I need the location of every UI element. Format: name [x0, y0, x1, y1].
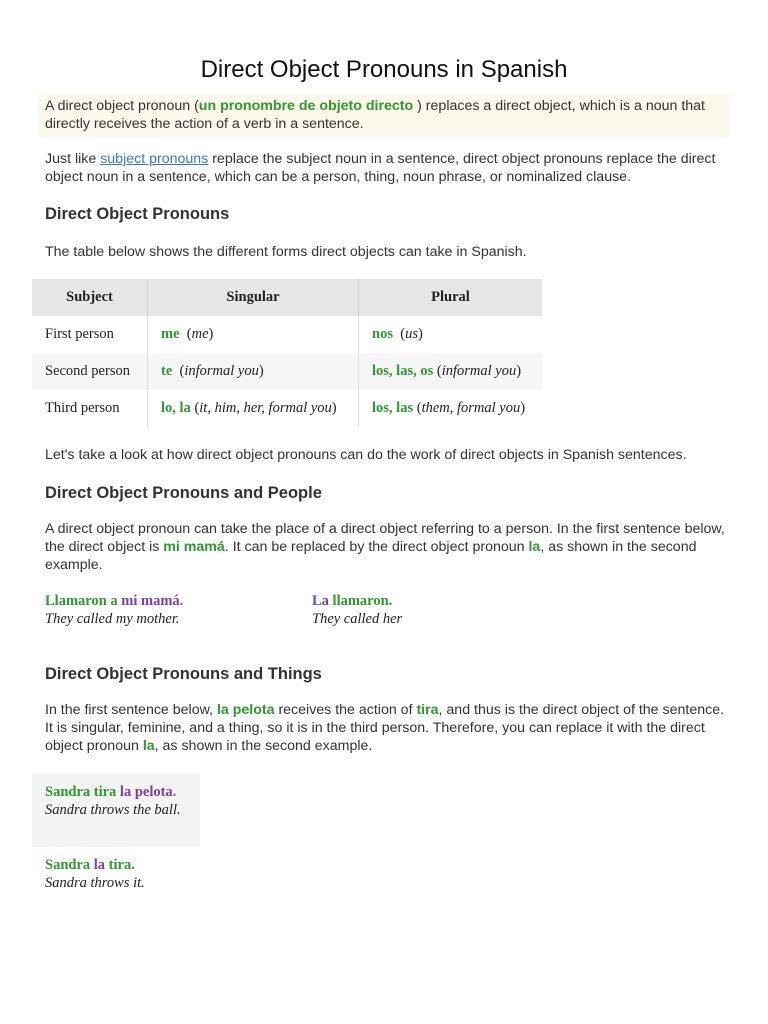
things-pronoun: la: [142, 738, 155, 754]
pronoun-plural: los, las: [372, 400, 414, 416]
example-pronoun: La: [312, 593, 329, 609]
table-header-subject: Subject: [32, 279, 148, 316]
table-cell-singular: lo, la (it, him, her, formal you): [148, 390, 359, 427]
example-translation: They called her: [312, 611, 403, 627]
people-text-after: , as shown in the second example.: [45, 539, 697, 573]
example-sentence: [45, 856, 145, 874]
table-header-singular: Singular: [148, 279, 359, 316]
example-end: .: [172, 784, 177, 800]
after-table-text: Let's take a look at how direct object pronouns can do the work of direct objects in Spanish sentences.: [45, 447, 687, 463]
example-end: .: [179, 593, 184, 609]
intro-callout: [38, 94, 730, 137]
section-heading-pronouns: Direct Object Pronouns: [45, 205, 230, 223]
table-cell-plural: nos (us): [359, 316, 543, 353]
table-row: [32, 390, 542, 427]
people-text-mid: . It can be replaced by the direct object pronoun: [224, 539, 529, 555]
things-paragraph: [45, 701, 727, 755]
gloss-plural: informal you: [441, 363, 517, 379]
para2-before: Just like: [45, 151, 101, 167]
example-pronoun: la: [93, 857, 106, 873]
subject-pronouns-paragraph: [45, 150, 735, 186]
example-verb: Llamaron a: [45, 593, 122, 609]
page-title: Direct Object Pronouns in Spanish: [200, 56, 568, 83]
things-direct-object: la pelota: [216, 702, 275, 718]
gloss-plural: them, formal you: [421, 400, 521, 416]
example-translation: Sandra throws it.: [45, 875, 145, 891]
gloss-singular: me: [191, 326, 209, 342]
things-text-3: , and thus is the direct object of the sentence. It is singular, feminine, and a thing, so it is in the third person. Therefore, you can replace it with the direct object pronoun: [45, 702, 725, 754]
people-pronoun: la: [528, 539, 541, 555]
example-sentence: [45, 783, 181, 801]
section-heading-things: Direct Object Pronouns and Things: [45, 665, 322, 683]
intro-text-after: ) replaces a direct object, which is a noun that directly receives the action of a verb in a sentence.: [45, 98, 705, 132]
example-translation: Sandra throws the ball.: [45, 802, 181, 818]
table-cell-singular: me (me): [148, 316, 359, 353]
example-sentence: [312, 592, 402, 610]
people-example-1: [45, 592, 183, 628]
example-translation: They called my mother.: [45, 611, 180, 627]
things-text-4: , as shown in the second example.: [154, 738, 373, 754]
table-header-plural: Plural: [359, 279, 543, 316]
things-text-2: receives the action of: [274, 702, 417, 718]
table-cell-subject: Third person: [45, 400, 120, 416]
things-example-2: [45, 856, 145, 892]
table-cell-singular: te (informal you): [148, 353, 359, 390]
things-verb: tira: [416, 702, 439, 718]
things-text-1: In the first sentence below,: [45, 702, 217, 718]
gloss-plural: us: [405, 326, 418, 342]
people-paragraph: [45, 520, 735, 574]
pronoun-plural: nos: [372, 326, 393, 342]
intro-spanish-term: un pronombre de objeto directo: [198, 98, 414, 114]
gloss-singular: informal you: [184, 363, 259, 379]
section-heading-people: Direct Object Pronouns and People: [45, 484, 322, 502]
table-cell-subject: First person: [45, 326, 114, 342]
pronoun-plural: los, las, os: [372, 363, 434, 379]
gloss-singular: it, him, her, formal you: [199, 400, 332, 416]
example-verb: tira.: [105, 857, 135, 873]
pronoun-singular: lo, la: [161, 400, 191, 416]
table-intro-text: The table below shows the different forms direct objects can take in Spanish.: [45, 244, 527, 260]
table-cell-plural: los, las, os (informal you): [359, 353, 543, 390]
table-row: [32, 353, 542, 390]
example-object: mi mamá: [121, 593, 180, 609]
pronoun-singular: te: [161, 363, 173, 379]
people-text-before: A direct object pronoun can take the place of a direct object referring to a person. In the first sentence below, the direct object is: [45, 521, 725, 555]
table-cell-subject: Second person: [32, 353, 148, 390]
people-direct-object: mi mamá: [163, 539, 225, 555]
pronoun-singular: me: [161, 326, 180, 342]
example-sentence: [45, 592, 183, 610]
pronoun-forms-table: [32, 279, 542, 427]
intro-text-before: A direct object pronoun (: [45, 98, 199, 114]
table-cell-plural: los, las (them, formal you): [359, 390, 543, 427]
table-header-row: [32, 279, 542, 316]
example-object: la pelota: [119, 784, 173, 800]
table-row: [32, 316, 542, 353]
subject-pronouns-link[interactable]: subject pronouns: [100, 151, 209, 167]
example-subject: Sandra: [45, 857, 94, 873]
example-verb: llamaron.: [328, 593, 393, 609]
people-example-2: [312, 592, 402, 628]
para2-after: replace the subject noun in a sentence, direct object pronouns replace the direct object noun in a sentence, which can be a person, thing, noun phrase, or nominalized clause.: [45, 151, 716, 185]
example-subject-verb: Sandra tira: [45, 784, 120, 800]
things-example-1: [45, 783, 181, 819]
